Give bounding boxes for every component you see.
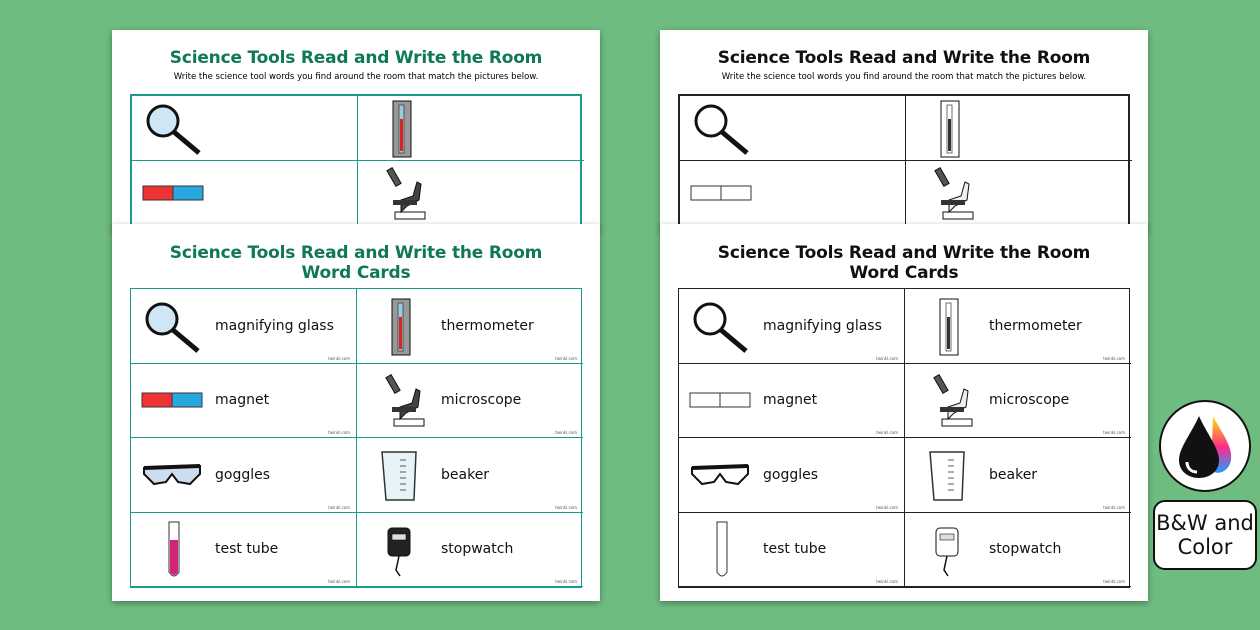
card-footer: twinkl.com [876, 579, 898, 584]
test-tube-icon [137, 517, 207, 581]
word-card [357, 513, 583, 588]
stopwatch-icon [363, 517, 433, 581]
magnet-icon [686, 161, 756, 225]
worksheet-cell [358, 96, 584, 161]
card-word: magnet [763, 392, 818, 409]
worksheet-instructions: Write the science tool words you find around the room that match the pictures below. [173, 72, 539, 82]
magnifying-glass-icon [138, 96, 208, 160]
card-word: microscope [989, 392, 1070, 409]
word-card [357, 289, 583, 364]
word-card [905, 289, 1131, 364]
magnifying-glass-icon [686, 96, 756, 160]
card-word: stopwatch [441, 541, 514, 558]
beaker-icon [363, 443, 433, 507]
card-word: goggles [763, 466, 819, 483]
ink-drops-icon [1159, 400, 1251, 492]
card-footer: twinkl.com [555, 504, 577, 510]
worksheet-cell [906, 96, 1132, 161]
card-word: magnet [215, 392, 270, 409]
word-card [131, 289, 357, 364]
word-card [131, 438, 357, 513]
card-word: beaker [441, 466, 490, 483]
magnifying-glass-icon [685, 294, 755, 358]
worksheet-cell [132, 161, 358, 226]
word-card [905, 438, 1131, 513]
card-footer: twinkl.com [1103, 355, 1125, 361]
card-footer: twinkl.com [328, 355, 350, 361]
cards-title: Science Tools Read and Write the Room [717, 243, 1091, 263]
card-footer: twinkl.com [328, 430, 350, 435]
cards-subtitle: Word Cards [301, 263, 411, 283]
card-footer: twinkl.com [555, 430, 577, 435]
cards-grid [678, 288, 1130, 588]
card-footer: twinkl.com [876, 504, 898, 510]
card-footer: twinkl.com [1103, 504, 1125, 510]
goggles-icon [137, 443, 207, 507]
magnet-icon [138, 161, 208, 225]
word-cards-color [112, 224, 600, 601]
cards-subtitle: Word Cards [849, 263, 959, 283]
microscope-icon [363, 368, 433, 432]
card-footer: twinkl.com [555, 579, 577, 584]
magnifying-glass-icon [137, 294, 207, 358]
worksheet-cell [680, 161, 906, 226]
card-footer: twinkl.com [1103, 430, 1125, 435]
beaker-icon [911, 443, 981, 507]
card-footer: twinkl.com [1103, 579, 1125, 584]
goggles-icon [685, 443, 755, 507]
magnet-icon [137, 368, 207, 432]
thermometer-icon [363, 294, 433, 358]
word-card [131, 513, 357, 588]
cards-grid [130, 288, 582, 588]
microscope-icon [911, 368, 981, 432]
card-word: microscope [441, 392, 522, 409]
bw-and-color-badge [1153, 500, 1257, 570]
microscope-icon [364, 161, 434, 225]
card-footer: twinkl.com [328, 579, 350, 584]
card-footer: twinkl.com [555, 355, 577, 361]
card-footer: twinkl.com [328, 504, 350, 510]
worksheet-instructions: Write the science tool words you find around the room that match the pictures below. [721, 72, 1087, 82]
worksheet-cell [906, 161, 1132, 226]
worksheet-color [112, 30, 600, 230]
card-footer: twinkl.com [876, 355, 898, 361]
word-card [357, 438, 583, 513]
thermometer-icon [364, 96, 434, 160]
word-card [357, 364, 583, 439]
word-card [131, 364, 357, 439]
card-word: stopwatch [989, 541, 1062, 558]
word-card [905, 513, 1131, 588]
card-word: magnifying glass [215, 317, 334, 334]
worksheet-grid [678, 94, 1130, 226]
card-word: beaker [989, 466, 1038, 483]
badge-label: B&W and Color [1156, 511, 1254, 559]
magnet-icon [685, 368, 755, 432]
thermometer-icon [911, 294, 981, 358]
card-word: magnifying glass [763, 317, 882, 334]
word-cards-bw [660, 224, 1148, 601]
worksheet-bw [660, 30, 1148, 230]
card-word: thermometer [989, 317, 1082, 334]
card-word: test tube [763, 541, 827, 558]
word-card [679, 364, 905, 439]
test-tube-icon [685, 517, 755, 581]
microscope-icon [912, 161, 982, 225]
card-footer: twinkl.com [876, 430, 898, 435]
cards-title: Science Tools Read and Write the Room [169, 243, 543, 263]
word-card [679, 513, 905, 588]
worksheet-title: Science Tools Read and Write the Room [717, 48, 1091, 68]
card-word: goggles [215, 466, 271, 483]
worksheet-cell [358, 161, 584, 226]
worksheet-cell [132, 96, 358, 161]
card-word: thermometer [441, 317, 534, 334]
card-word: test tube [215, 541, 279, 558]
word-card [679, 438, 905, 513]
thermometer-icon [912, 96, 982, 160]
worksheet-title: Science Tools Read and Write the Room [169, 48, 543, 68]
worksheet-grid [130, 94, 582, 226]
stopwatch-icon [911, 517, 981, 581]
worksheet-cell [680, 96, 906, 161]
word-card [905, 364, 1131, 439]
word-card [679, 289, 905, 364]
